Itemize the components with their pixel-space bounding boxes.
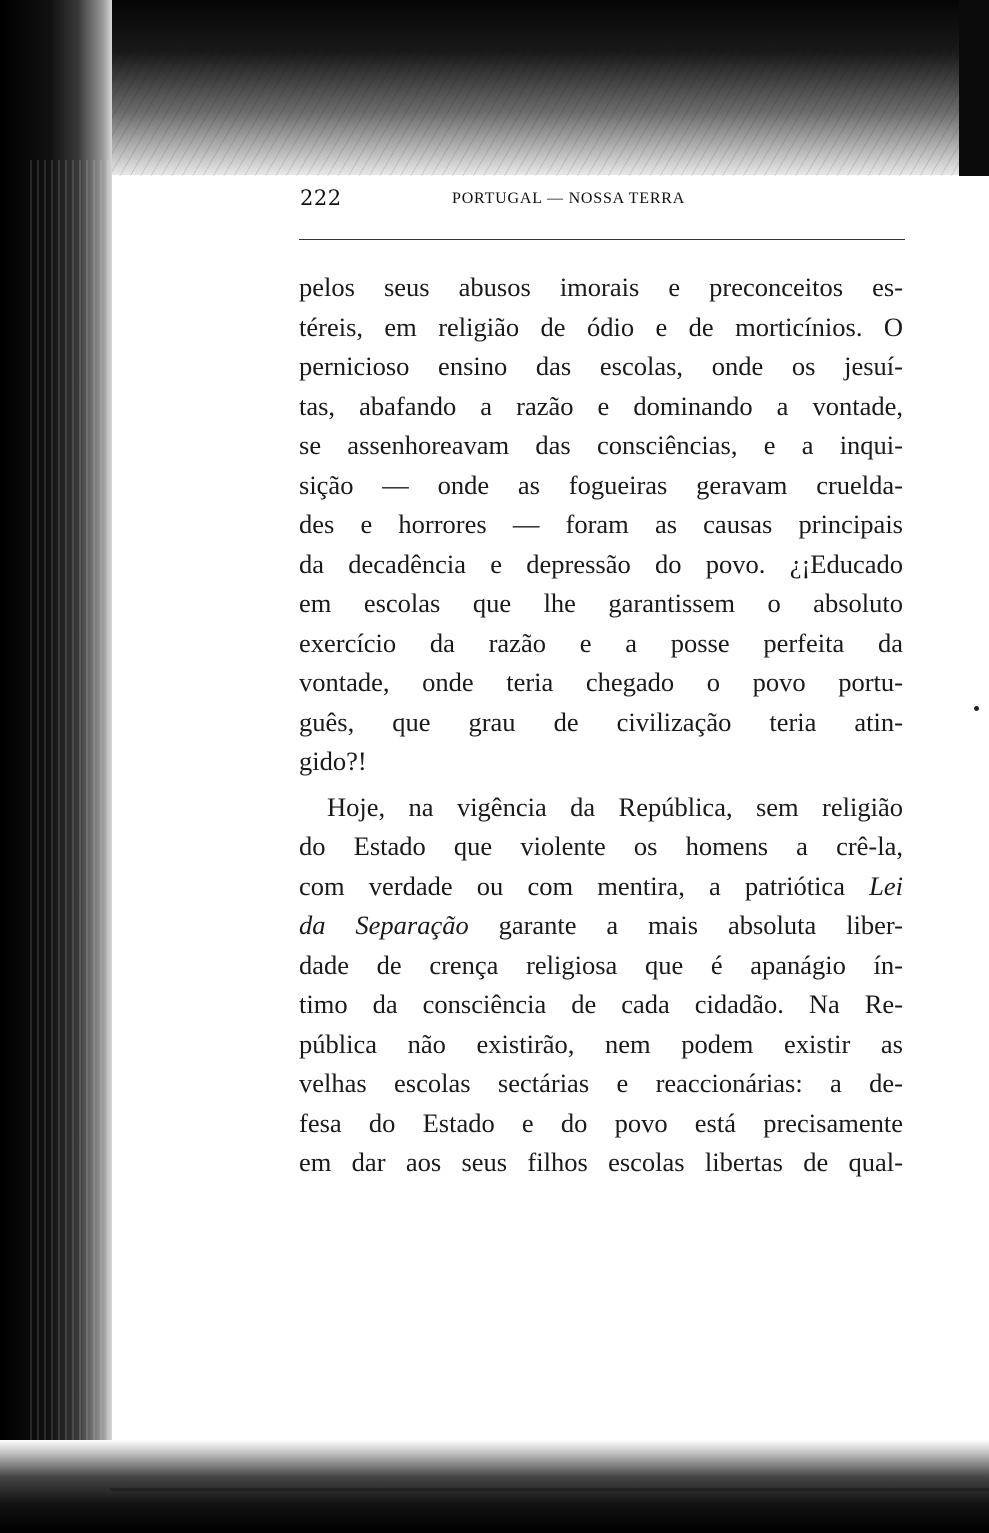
italic-title: da Separação <box>299 910 469 940</box>
page-number: 222 <box>300 186 342 210</box>
text-line: téreis, em religião de ódio e de morticínios. O <box>299 311 903 342</box>
text-line <box>299 906 903 946</box>
scan-page-edges <box>30 160 110 1490</box>
scan-bottom-line <box>110 1488 989 1491</box>
text-line: Hoje, na vigência da República, sem religião <box>327 791 903 822</box>
text-line: guês, que grau de civilização teria atin- <box>299 706 903 737</box>
scan-top-right-corner <box>959 0 989 180</box>
stray-mark <box>974 706 979 711</box>
text-line: sição — onde as fogueiras geravam crueldа- <box>299 469 903 500</box>
text-line: se assenhoreavam das consciências, e a inqui- <box>299 430 903 460</box>
scan-bottom-margin <box>0 1440 989 1533</box>
text-line: tas, abafando a razão e dominando a vontade, <box>299 390 903 421</box>
text-line: pública não existirão, nem podem existir as <box>299 1028 903 1059</box>
text-line: fesa do Estado e do povo está precisamente <box>299 1107 903 1138</box>
text-segment: com verdade ou com mentira, a patriótica <box>299 870 870 901</box>
text-line: em escolas que lhe garantissem o absoluto <box>299 588 903 618</box>
text-line: des e horrores — foram as causas principais <box>299 509 903 539</box>
text-line: em dar aos seus filhos escolas libertas de qual- <box>299 1147 903 1177</box>
text-line: pernicioso ensino das escolas, onde os jesuí- <box>299 351 903 381</box>
book-page <box>112 176 989 1438</box>
text-line <box>299 867 903 907</box>
text-line: da decadência e depressão do povo. ¿¡Educado <box>299 548 903 579</box>
text-segment: garante a mais absoluta liber- <box>468 910 904 940</box>
text-line: gido?! <box>299 746 367 776</box>
running-title: PORTUGAL — NOSSA TERRA <box>452 190 686 207</box>
italic-title: Lei <box>869 870 903 901</box>
text-line: vontade, onde teria chegado o povo portu- <box>299 667 903 697</box>
body-text <box>299 268 903 1183</box>
text-line: dade de crença religiosa que é apanágio ín- <box>299 949 903 980</box>
text-line: pelos seus abusos imorais e preconceitos es- <box>299 272 903 302</box>
text-line: velhas escolas sectárias e reaccionárias: a de- <box>299 1068 903 1098</box>
page-header <box>300 186 900 226</box>
text-line: timo da consciência de cada cidadão. Na Re- <box>299 989 903 1019</box>
header-rule <box>299 239 905 240</box>
scan-noise <box>110 30 989 180</box>
text-line: exercício da razão e a posse perfeita da <box>299 627 903 658</box>
text-line: do Estado que violente os homens a crê-la, <box>299 831 903 861</box>
